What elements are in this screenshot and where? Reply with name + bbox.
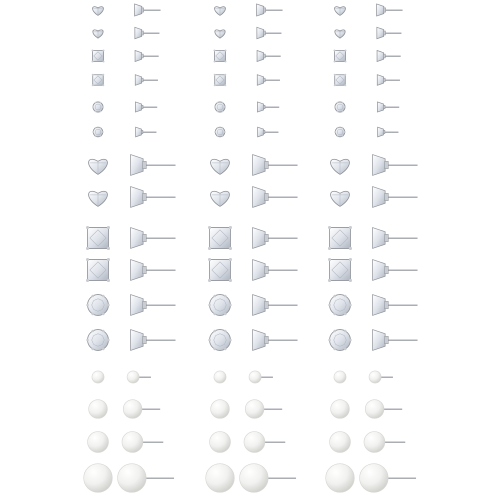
earring-pair-square bbox=[86, 258, 176, 282]
earring-pair-heart bbox=[93, 27, 160, 38]
earring-pair-round bbox=[86, 330, 175, 351]
earring-pair-round bbox=[328, 330, 417, 351]
earring-pair-round bbox=[86, 295, 175, 316]
earring-pair-square bbox=[334, 50, 401, 63]
earring-pair-heart bbox=[215, 4, 283, 16]
earring-pair-pearl bbox=[210, 432, 286, 453]
earring-pair-heart bbox=[331, 155, 418, 176]
earring-pair-pearl bbox=[211, 400, 283, 419]
earring-pair-square bbox=[92, 74, 158, 87]
earring-pair-pearl bbox=[334, 371, 393, 383]
earring-pair-square bbox=[334, 74, 400, 87]
earring-pair-square bbox=[328, 258, 418, 282]
earring-pair-heart bbox=[215, 27, 282, 38]
earring-pair-round bbox=[214, 102, 279, 113]
earring-pair-heart bbox=[335, 4, 403, 16]
earring-pair-pearl bbox=[206, 464, 296, 493]
earring-pair-pearl bbox=[92, 371, 151, 383]
earring-pair-heart bbox=[335, 27, 402, 38]
earring-pair-square bbox=[214, 74, 280, 87]
earring-pair-pearl bbox=[88, 432, 164, 453]
earring-pair-pearl bbox=[84, 464, 174, 493]
earring-pair-square bbox=[92, 50, 159, 63]
earring-pair-round bbox=[328, 295, 417, 316]
earring-pair-round bbox=[92, 102, 157, 113]
earring-pair-heart bbox=[331, 187, 418, 208]
earring-pair-round bbox=[214, 127, 278, 137]
earring-pair-heart bbox=[211, 155, 298, 176]
earring-pair-square bbox=[86, 226, 176, 250]
earring-pair-square bbox=[208, 258, 298, 282]
earring-pair-pearl bbox=[89, 400, 161, 419]
earring-pair-pearl bbox=[331, 400, 403, 419]
earring-pair-heart bbox=[89, 187, 176, 208]
earring-pair-heart bbox=[211, 187, 298, 208]
earring-pair-heart bbox=[93, 4, 161, 16]
earring-pair-pearl bbox=[330, 432, 406, 453]
earring-pair-round bbox=[92, 127, 156, 137]
earring-pair-square bbox=[328, 226, 418, 250]
earring-pair-pearl bbox=[326, 464, 416, 493]
earring-pair-square bbox=[208, 226, 298, 250]
earring-pair-square bbox=[214, 50, 281, 63]
earring-pair-round bbox=[208, 330, 297, 351]
earring-pair-round bbox=[334, 127, 398, 137]
earring-pair-round bbox=[208, 295, 297, 316]
earring-pair-pearl bbox=[214, 371, 273, 383]
earring-pair-round bbox=[334, 102, 399, 113]
earring-pair-heart bbox=[89, 155, 176, 176]
